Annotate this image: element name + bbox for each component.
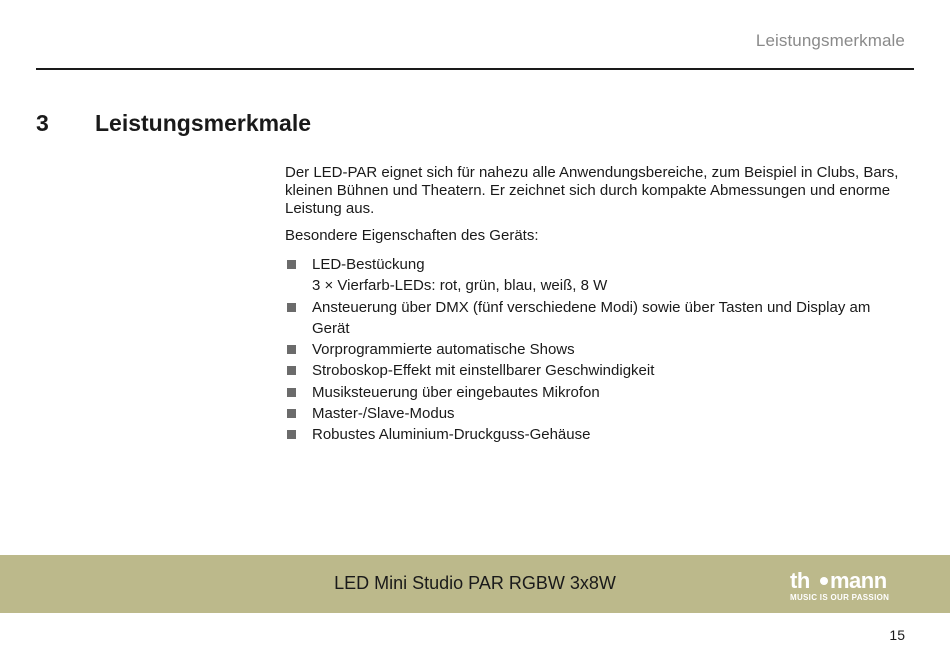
features-list bbox=[285, 254, 910, 446]
product-name: LED Mini Studio PAR RGBW 3x8W bbox=[334, 573, 616, 593]
logo-tagline: MUSIC IS OUR PASSION bbox=[790, 593, 890, 602]
chapter-number: 3 bbox=[36, 110, 49, 136]
feature-text: Ansteuerung über DMX (fünf verschiedene Modi) sowie über Tasten und Display am Gerät bbox=[312, 298, 871, 337]
square-bullet-icon bbox=[287, 409, 296, 418]
list-item bbox=[285, 254, 910, 297]
feature-text: Master-/Slave-Modus bbox=[312, 405, 455, 423]
feature-text: Vorprogrammierte automatische Shows bbox=[312, 341, 575, 359]
list-item bbox=[285, 424, 910, 445]
chapter-title: Leistungsmerkmale bbox=[95, 110, 312, 136]
footer-band bbox=[0, 555, 950, 613]
logo-text-right: mann bbox=[830, 568, 887, 593]
square-bullet-icon bbox=[287, 388, 296, 397]
feature-text: Musiksteuerung über eingebautes Mikrofon bbox=[312, 383, 600, 401]
page-number: 15 bbox=[889, 627, 905, 643]
list-item bbox=[285, 403, 910, 424]
list-item bbox=[285, 382, 910, 403]
square-bullet-icon bbox=[287, 303, 296, 312]
features-heading: Besondere Eigenschaften des Geräts: bbox=[285, 227, 539, 244]
square-bullet-icon bbox=[287, 345, 296, 354]
list-item bbox=[285, 297, 910, 340]
feature-text: Robustes Aluminium-Druckguss-Gehäuse bbox=[312, 426, 591, 444]
square-bullet-icon bbox=[287, 260, 296, 269]
thomann-logo bbox=[790, 567, 906, 603]
running-header: Leistungsmerkmale bbox=[755, 31, 905, 50]
feature-subtext: 3 × Vierfarb-LEDs: rot, grün, blau, weiß, 8 W bbox=[312, 277, 608, 295]
list-item bbox=[285, 339, 910, 360]
header-rule bbox=[36, 68, 914, 70]
square-bullet-icon bbox=[287, 366, 296, 375]
logo-text-left: th bbox=[790, 568, 810, 593]
feature-text: Stroboskop-Effekt mit einstellbarer Geschwindigkeit bbox=[312, 362, 655, 380]
square-bullet-icon bbox=[287, 430, 296, 439]
body-content bbox=[285, 164, 910, 446]
logo-dot-icon bbox=[820, 577, 828, 585]
feature-text: LED-Bestückung bbox=[312, 256, 425, 273]
intro-paragraph: Der LED-PAR eignet sich für nahezu alle Anwendungsbereiche, zum Beispiel in Clubs, Bars, kleinen Bühnen und Theatern. Er zeichnet sich durch kompakte Abmessungen und enorme Leistung aus. bbox=[285, 164, 899, 217]
list-item bbox=[285, 360, 910, 381]
